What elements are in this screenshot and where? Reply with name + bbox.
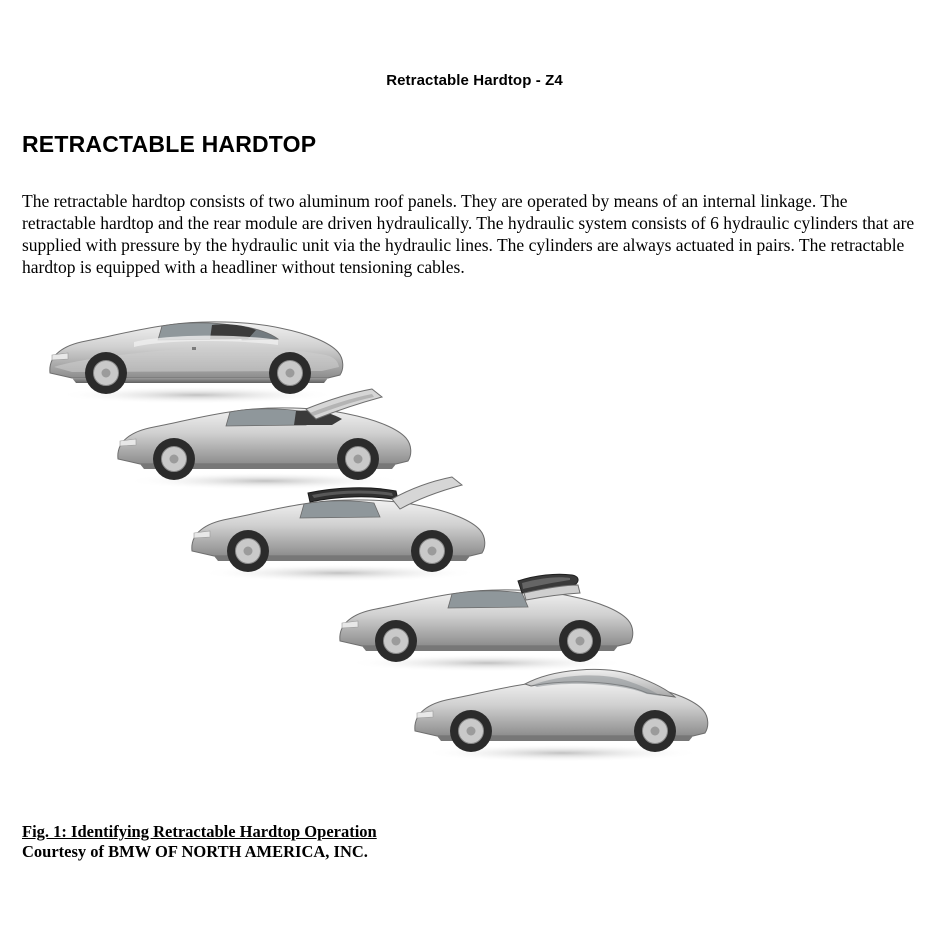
figure-caption bbox=[22, 822, 377, 862]
body-paragraph: The retractable hardtop consists of two aluminum roof panels. They are operated by means of an internal linkage. The retractable hardtop and the rear module are driven hydraulically. The hydraulic system consists of 6 hydraulic cylinders that are supplied with pressure by the hydraulic unit via the hydraulic lines. The cylinders are always actuated in pairs. The retractable hardtop is equipped with a headliner without tensioning cables. bbox=[22, 190, 915, 277]
section-heading: RETRACTABLE HARDTOP bbox=[22, 131, 317, 158]
car-stage-5-top-closed bbox=[407, 653, 717, 768]
figure-caption-line-1: Fig. 1: Identifying Retractable Hardtop Operation bbox=[22, 822, 377, 841]
figure-caption-line-2: Courtesy of BMW OF NORTH AMERICA, INC. bbox=[22, 842, 368, 861]
figure-image bbox=[22, 295, 927, 805]
page-header-title: Retractable Hardtop - Z4 bbox=[386, 72, 563, 89]
